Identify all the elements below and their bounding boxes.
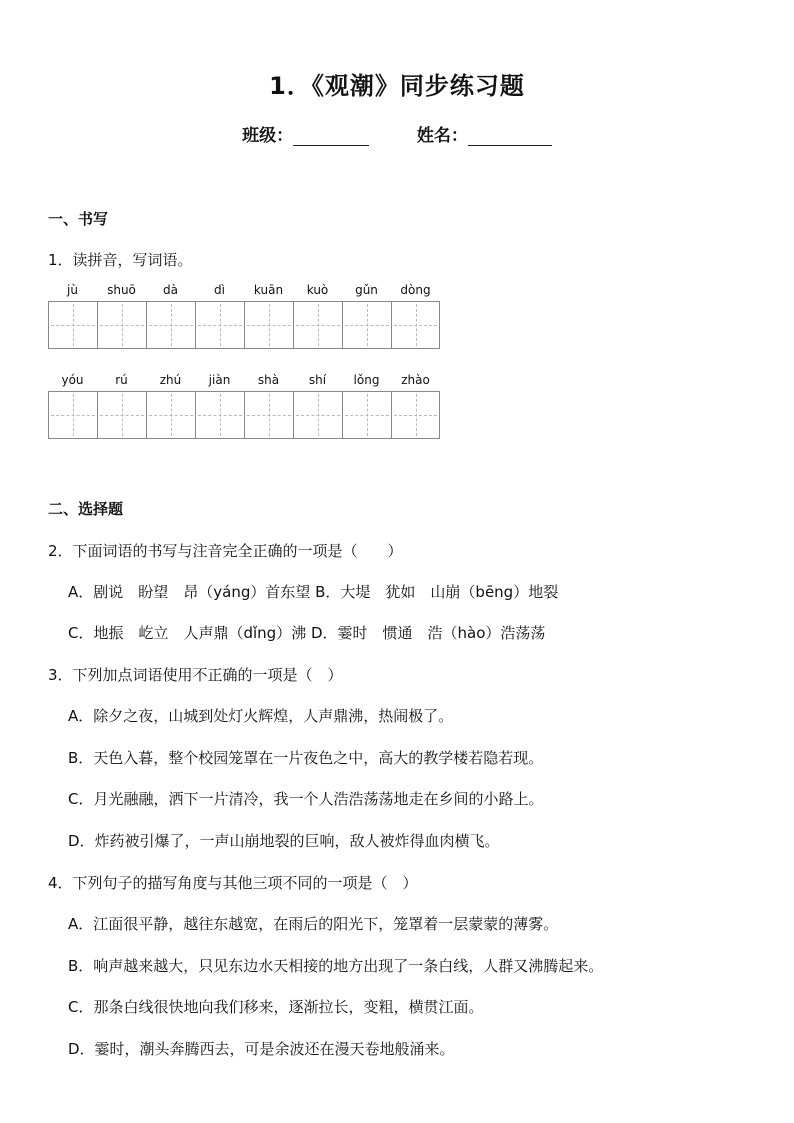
pinyin: zhú bbox=[159, 373, 182, 387]
writing-box[interactable] bbox=[244, 301, 293, 349]
class-blank[interactable] bbox=[293, 127, 369, 146]
writing-box[interactable] bbox=[293, 391, 342, 439]
pinyin: zhào bbox=[401, 373, 430, 387]
question-4-option-d[interactable]: D．霎时，潮头奔腾西去，可是余波还在漫天卷地般涌来。 bbox=[68, 1040, 455, 1058]
grid-cell[interactable] bbox=[342, 282, 391, 349]
pinyin: yóu bbox=[61, 373, 84, 387]
student-info bbox=[0, 121, 794, 146]
grid-cell[interactable] bbox=[244, 372, 293, 439]
writing-box[interactable] bbox=[342, 391, 391, 439]
name-label: 姓名： bbox=[416, 126, 468, 146]
pinyin: shuō bbox=[107, 283, 136, 297]
grid-cell[interactable] bbox=[97, 372, 146, 439]
question-1: 1．读拼音，写词语。 bbox=[48, 251, 193, 269]
writing-box[interactable] bbox=[97, 391, 146, 439]
question-4: 4．下列句子的描写角度与其他三项不同的一项是（ ） bbox=[48, 874, 418, 892]
question-3-option-d[interactable]: D．炸药被引爆了，一声山崩地裂的巨响，敌人被炸得血肉横飞。 bbox=[68, 832, 500, 850]
grid-cell[interactable] bbox=[293, 372, 342, 439]
question-4-option-b[interactable]: B．响声越来越大，只见东边水天相接的地方出现了一条白线，人群又沸腾起来。 bbox=[68, 957, 604, 975]
pinyin: kuò bbox=[306, 283, 329, 297]
question-4-option-a[interactable]: A．江面很平静，越往东越宽，在雨后的阳光下，笼罩着一层蒙蒙的薄雾。 bbox=[68, 915, 559, 933]
question-3-option-a[interactable]: A．除夕之夜，山城到处灯火辉煌，人声鼎沸，热闹极了。 bbox=[68, 707, 454, 725]
writing-box[interactable] bbox=[195, 301, 244, 349]
writing-box[interactable] bbox=[195, 391, 244, 439]
writing-box[interactable] bbox=[391, 301, 440, 349]
class-label: 班级： bbox=[242, 126, 294, 146]
grid-cell[interactable] bbox=[342, 372, 391, 439]
pinyin: dà bbox=[163, 283, 178, 297]
grid-cell[interactable] bbox=[146, 282, 195, 349]
writing-box[interactable] bbox=[146, 301, 195, 349]
pinyin: jiàn bbox=[208, 373, 231, 387]
pinyin-grid-row-1 bbox=[48, 282, 440, 349]
writing-box[interactable] bbox=[293, 301, 342, 349]
grid-cell[interactable] bbox=[293, 282, 342, 349]
pinyin: rú bbox=[115, 373, 128, 387]
question-3: 3．下列加点词语使用不正确的一项是（ ） bbox=[48, 666, 343, 684]
writing-box[interactable] bbox=[48, 301, 97, 349]
pinyin: dì bbox=[214, 283, 225, 297]
pinyin: dòng bbox=[400, 283, 431, 297]
pinyin: jù bbox=[67, 283, 78, 297]
question-2-options-cd[interactable]: C．地振 屹立 人声鼎（dǐng）沸 D．霎时 惯通 浩（hào）浩荡荡 bbox=[68, 624, 546, 642]
pinyin-grid-row-2 bbox=[48, 372, 440, 439]
writing-box[interactable] bbox=[244, 391, 293, 439]
pinyin: gǔn bbox=[355, 283, 378, 297]
pinyin: shí bbox=[308, 373, 327, 387]
writing-box[interactable] bbox=[391, 391, 440, 439]
writing-box[interactable] bbox=[48, 391, 97, 439]
page-title: 1．《观潮》同步练习题 bbox=[269, 72, 525, 100]
writing-box[interactable] bbox=[97, 301, 146, 349]
question-3-option-c[interactable]: C．月光融融，洒下一片清冷，我一个人浩浩荡荡地走在乡间的小路上。 bbox=[68, 790, 544, 808]
question-2-options-ab[interactable]: A．剧说 盼望 昂（yáng）首东望 B．大堤 犹如 山崩（bēng）地裂 bbox=[68, 583, 559, 601]
pinyin: lǒng bbox=[353, 373, 380, 387]
question-4-option-c[interactable]: C．那条白线很快地向我们移来，逐渐拉长，变粗，横贯江面。 bbox=[68, 998, 484, 1016]
section-choice-heading: 二、选择题 bbox=[48, 500, 124, 518]
grid-cell[interactable] bbox=[195, 372, 244, 439]
grid-cell[interactable] bbox=[391, 282, 440, 349]
question-3-option-b[interactable]: B．天色入暮，整个校园笼罩在一片夜色之中，高大的教学楼若隐若现。 bbox=[68, 749, 544, 767]
pinyin: shà bbox=[257, 373, 280, 387]
question-2: 2．下面词语的书写与注音完全正确的一项是（ ） bbox=[48, 542, 403, 560]
grid-cell[interactable] bbox=[48, 372, 97, 439]
grid-cell[interactable] bbox=[244, 282, 293, 349]
pinyin: kuān bbox=[253, 283, 284, 297]
grid-cell[interactable] bbox=[48, 282, 97, 349]
grid-cell[interactable] bbox=[146, 372, 195, 439]
grid-cell[interactable] bbox=[97, 282, 146, 349]
writing-box[interactable] bbox=[146, 391, 195, 439]
grid-cell[interactable] bbox=[195, 282, 244, 349]
section-writing-heading: 一、书写 bbox=[48, 210, 109, 228]
name-blank[interactable] bbox=[468, 127, 552, 146]
grid-cell[interactable] bbox=[391, 372, 440, 439]
writing-box[interactable] bbox=[342, 301, 391, 349]
